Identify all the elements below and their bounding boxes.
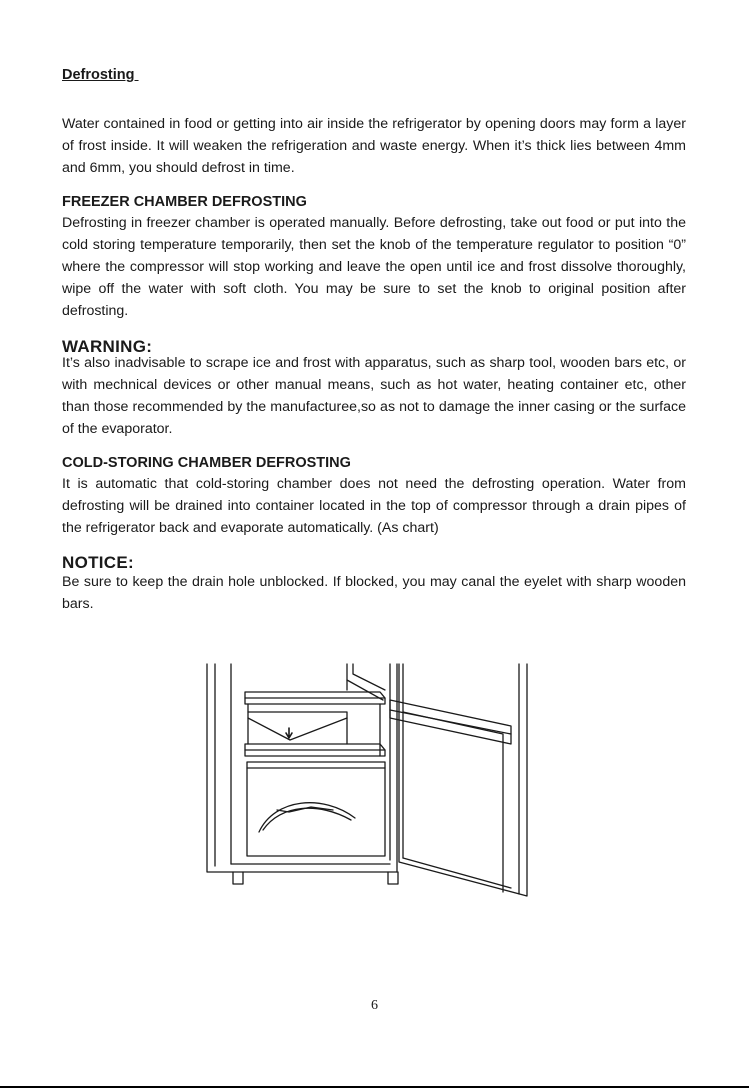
warning-paragraph: It’s also inadvisable to scrape ice and frost with apparatus, such as sharp tool, wooden bars etc, or with mechnical devices or other manual means, such as hot water, heating container etc, other than those recommended by the manufacturee,so as not to damage the inner casing or the surface of the evaporator. [62, 355, 686, 437]
drain-arrow-icon [286, 728, 292, 738]
freezer-paragraph: Defrosting in freezer chamber is operated manually. Before defrosting, take out food or put into the cold storing temperature temporarily, then set the knob of the temperature regulator to position “0” where the compressor will stop working and leave the open until ice and frost dissolve thoroughly, wipe off the water with soft cloth. You may be sure to set the knob to original position after defrosting. [62, 215, 686, 319]
foot-left [233, 872, 243, 884]
cold-storing-heading: COLD-STORING CHAMBER DEFROSTING [62, 455, 351, 471]
bottom-rule [0, 1086, 749, 1088]
page-title: Defrosting [62, 67, 139, 83]
refrigerator-illustration [185, 660, 545, 900]
notice-heading: NOTICE: [62, 553, 134, 572]
notice-paragraph: Be sure to keep the drain hole unblocked. If blocked, you may canal the eyelet with sharp wooden bars. [62, 574, 686, 612]
freezer-heading: FREEZER CHAMBER DEFROSTING [62, 194, 307, 210]
page-number: 6 [371, 998, 378, 1013]
cold-storing-paragraph: It is automatic that cold-storing chamber does not need the defrosting operation. Water from defrosting will be drained into container located in the top of compressor through a drain pipes of the refrigerator back and evaporate automatically. (As chart) [62, 476, 686, 536]
open-door [399, 664, 527, 896]
foot-right [388, 872, 398, 884]
intro-paragraph: Water contained in food or getting into air inside the refrigerator by opening doors may form a layer of frost inside. It will weaken the refrigeration and waste energy. When it’s thick lies between 4mm and 6mm, you should defrost in time. [62, 116, 686, 176]
warning-heading: WARNING: [62, 337, 153, 356]
